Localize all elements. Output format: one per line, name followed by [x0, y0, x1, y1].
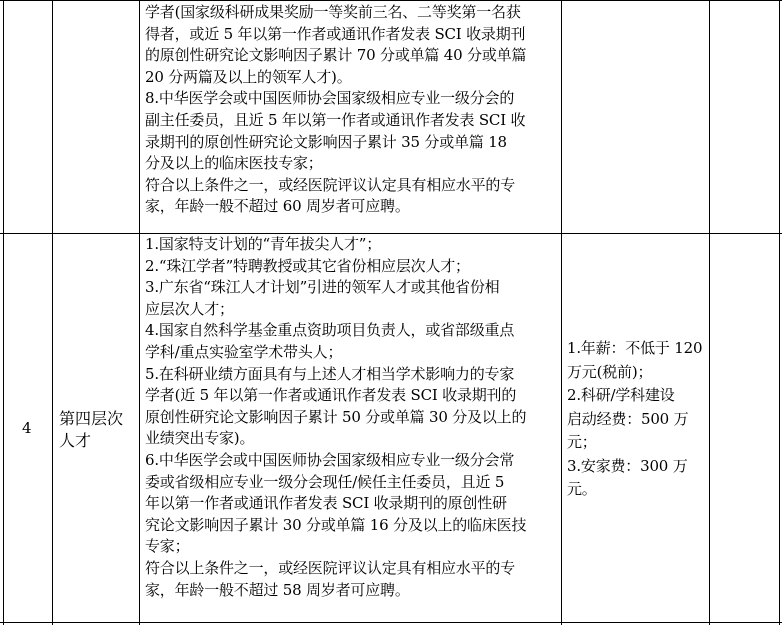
text-line: 家，年龄一般不超过 60 周岁者可应聘。	[145, 197, 410, 216]
condition-line: 1.国家特支计划的“青年拔尖人才”；	[145, 235, 382, 253]
text-line: 学者(国家级科研成果奖励一等奖前三名、二等奖第一名获	[145, 3, 521, 21]
condition-line: 符合以上条件之一，或经医院评议认定具有相应水平的专	[145, 558, 516, 577]
condition-line: 6.中华医学会或中国医师协会国家级相应专业一级分会常	[145, 450, 515, 469]
row4-conditions-cell	[145, 234, 526, 601]
column-border-category	[139, 0, 140, 625]
title-line: 人才	[59, 431, 92, 450]
condition-line: 应层次人才；	[145, 299, 234, 318]
condition-line: 4.国家自然科学基金重点资助项目负责人，或省部级重点	[145, 321, 515, 340]
benefit-line: 3.安家费：300 万	[567, 456, 688, 475]
benefit-line: 万元(税前)；	[567, 362, 653, 381]
condition-line: 学科/重点实验室学术带头人；	[145, 342, 343, 361]
condition-line: 业绩突出专家)。	[145, 429, 255, 448]
benefit-line: 启动经费：500 万	[567, 409, 689, 428]
benefit-line: 元；	[567, 433, 597, 451]
title-line: 第四层次	[59, 409, 124, 428]
text-line: 8.中华医学会或中国医师协会国家级相应专业一级分会的	[145, 89, 515, 108]
benefit-line: 元。	[567, 480, 597, 498]
condition-line: 2.“珠江学者”特聘教授或其它省份相应层次人才；	[145, 256, 470, 275]
condition-line: 3.广东省“珠江人才计划”引进的领军人才或其他省份相	[145, 278, 500, 297]
column-border-left	[3, 0, 4, 625]
condition-line: 委或省级相应专业一级分会现任/候任主任委员，且近 5	[145, 472, 505, 491]
row3-conditions-cell	[145, 2, 526, 218]
condition-line: 家，年龄一般不超过 58 周岁者可应聘。	[145, 580, 410, 599]
text-line: 20 分两篇及以上的领军人才)。	[145, 67, 352, 86]
table-bottom-border	[0, 622, 782, 623]
column-border-conditions	[561, 0, 562, 625]
condition-line: 专家；	[145, 537, 190, 556]
condition-line: 年以第一作者或通讯作者发表 SCI 收录期刊的原创性研	[145, 494, 507, 513]
column-border-number	[52, 0, 53, 625]
column-border-right	[779, 0, 780, 625]
condition-line: 5.在科研业绩方面具有与上述人才相当学术影响力的专家	[145, 364, 515, 383]
benefit-line: 2.科研/学科建设	[567, 386, 675, 404]
text-line: 分及以上的临床医技专家；	[145, 154, 323, 173]
condition-line: 学者(近 5 年以第一作者或通讯作者发表 SCI 收录期刊的	[145, 386, 517, 405]
text-line: 的原创性研究论文影响因子累计 70 分或单篇 40 分或单篇	[145, 46, 527, 65]
column-border-benefits	[709, 0, 710, 625]
row4-benefits-cell	[567, 337, 702, 502]
text-line: 录期刊的原创性研究论文影响因子累计 35 分或单篇 18	[145, 132, 507, 151]
text-line: 符合以上条件之一，或经医院评议认定具有相应水平的专	[145, 175, 516, 194]
condition-line: 究论文影响因子累计 30 分或单篇 16 分及以上的临床医技	[145, 515, 527, 534]
condition-line: 原创性研究论文影响因子累计 50 分或单篇 30 分及以上的	[145, 407, 527, 426]
text-line: 得者，或近 5 年以第一作者或通讯作者发表 SCI 收录期刊	[145, 24, 526, 43]
talent-level-title	[59, 408, 123, 452]
text-line: 副主任委员，且近 5 年以第一作者或通讯作者发表 SCI 收	[145, 110, 526, 129]
table-top-border	[0, 0, 782, 1]
benefit-line: 1.年薪：不低于 120	[567, 339, 703, 357]
row-number: 4	[22, 419, 32, 437]
